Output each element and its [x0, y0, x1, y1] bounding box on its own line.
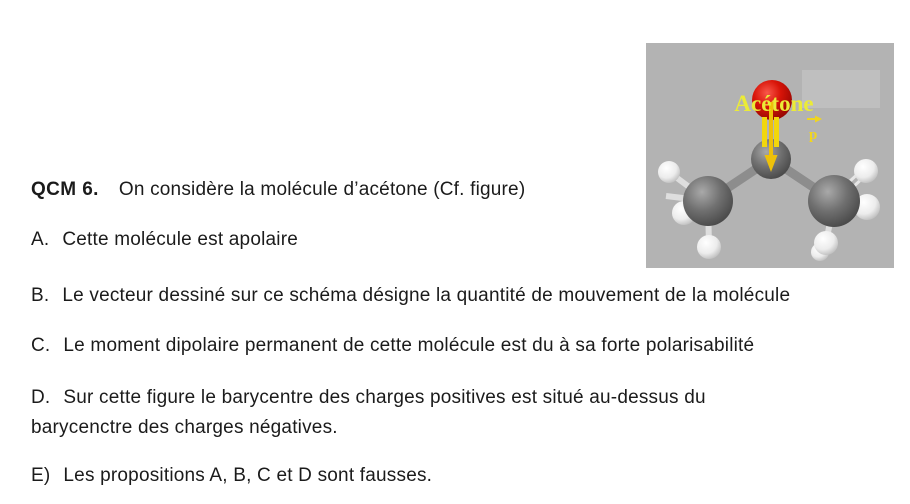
option-a-label: A. — [31, 229, 50, 250]
figure-title: Acétone — [734, 91, 814, 116]
option-c-label: C. — [31, 335, 51, 356]
watermark-box — [802, 70, 880, 108]
molecule-svg — [646, 43, 894, 268]
carbon-atom-right — [808, 175, 860, 227]
option-d-text: Sur cette figure le barycentre des charges positives est situé au-dessus du — [63, 387, 706, 408]
carbon-atom-left — [683, 176, 733, 226]
option-e-label: E) — [31, 465, 51, 486]
option-b-label: B. — [31, 285, 50, 306]
option-e — [31, 464, 432, 488]
hydrogen-atom — [697, 235, 721, 259]
dipole-vector-label: p — [809, 127, 818, 143]
option-a-text: Cette molécule est apolaire — [62, 229, 298, 250]
option-d-label: D. — [31, 387, 51, 408]
option-d-text-line2: barycenctre des charges négatives. — [31, 417, 338, 438]
option-c-text: Le moment dipolaire permanent de cette molécule est du à sa forte polarisabilité — [63, 335, 755, 356]
acetone-figure — [646, 43, 894, 268]
hydrogen-atom — [814, 231, 838, 255]
question-line — [31, 178, 525, 202]
option-c — [31, 334, 754, 358]
option-d — [31, 383, 706, 443]
question-number: QCM 6. — [31, 179, 99, 200]
question-text: On considère la molécule d’acétone (Cf. figure) — [118, 179, 526, 200]
option-b-text: Le vecteur dessiné sur ce schéma désigne la quantité de mouvement de la molécule — [62, 285, 791, 306]
option-e-text: Les propositions A, B, C et D sont fausses. — [63, 465, 433, 486]
option-b — [31, 284, 790, 308]
hydrogen-atom — [854, 159, 878, 183]
hydrogen-atom — [658, 161, 680, 183]
option-a — [31, 228, 298, 252]
